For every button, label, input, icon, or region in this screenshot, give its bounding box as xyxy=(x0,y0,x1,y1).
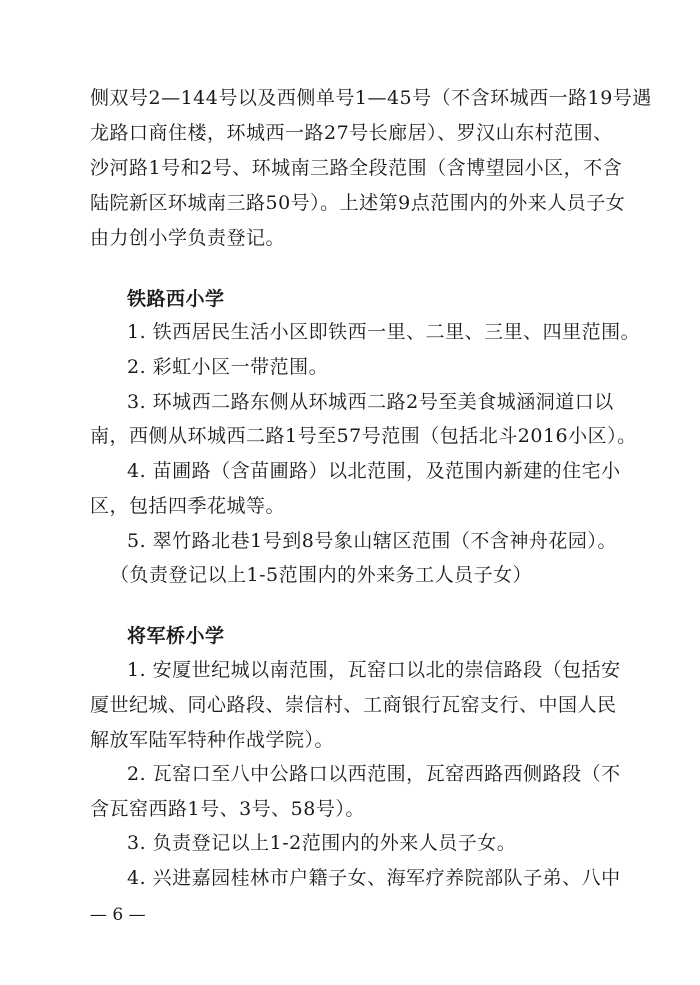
list-item-line: 5. 翠竹路北巷1号到8号象山辖区范围（不含神舟花园）。 xyxy=(127,530,617,552)
note-line: （负责登记以上1-5范围内的外来务工人员子女） xyxy=(110,564,533,586)
school-heading-jiangjunqiao: 将军桥小学 xyxy=(127,625,225,647)
school-heading-tieluxi: 铁路西小学 xyxy=(127,288,225,310)
list-item-line: 3. 负责登记以上1-2范围内的外来人员子女。 xyxy=(127,832,517,854)
list-item-line: 2. 彩虹小区一带范围。 xyxy=(127,356,329,378)
list-item-line: 1. 安厦世纪城以南范围，瓦窑口以北的崇信路段（包括安 xyxy=(127,659,621,681)
list-item-line: 4. 苗圃路（含苗圃路）以北范围，及范围内新建的住宅小 xyxy=(127,460,621,482)
list-item-line: 含瓦窑西路1号、3号、58号）。 xyxy=(90,798,365,820)
list-item-line: 厦世纪城、同心路段、崇信村、工商银行瓦窑支行、中国人民 xyxy=(90,694,617,716)
list-item-line: 南，西侧从环城西二路1号至57号范围（包括北斗2016小区）。 xyxy=(90,425,637,447)
list-item-line: 2. 瓦窑口至八中公路口以西范围，瓦窑西路西侧路段（不 xyxy=(127,763,621,785)
paragraph-line: 侧双号2—144号以及西侧单号1—45号（不含环城西一路19号遇 xyxy=(90,87,652,109)
paragraph-line: 龙路口商住楼，环城西一路27号长廊居）、罗汉山东村范围、 xyxy=(90,122,613,144)
paragraph-line: 由力创小学负责登记。 xyxy=(90,227,286,249)
list-item-line: 区，包括四季花城等。 xyxy=(90,495,286,517)
list-item-line: 3. 环城西二路东侧从环城西二路2号至美食城涵洞道口以 xyxy=(127,391,614,413)
list-item-line: 解放军陆军特种作战学院）。 xyxy=(90,729,335,751)
list-item-line: 1. 铁西居民生活小区即铁西一里、二里、三里、四里范围。 xyxy=(127,321,641,343)
page-number: — 6 — xyxy=(90,905,146,925)
paragraph-line: 陆院新区环城南三路50号）。上述第9点范围内的外来人员子女 xyxy=(90,192,626,214)
paragraph-line: 沙河路1号和2号、环城南三路全段范围（含博望园小区，不含 xyxy=(90,157,623,179)
list-item-line: 4. 兴进嘉园桂林市户籍子女、海军疗养院部队子弟、八中 xyxy=(127,867,621,889)
